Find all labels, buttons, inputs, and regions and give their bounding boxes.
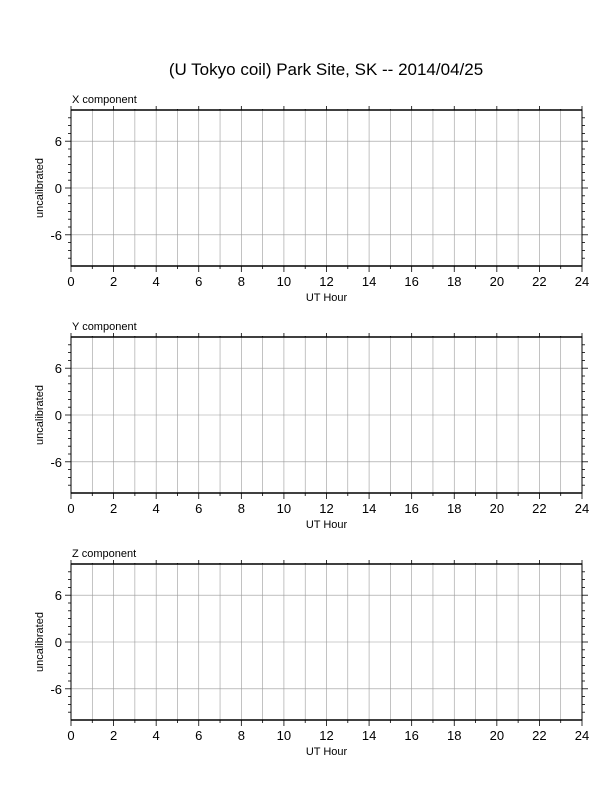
x-tick-label: 22: [532, 274, 547, 289]
panel-title: X component: [72, 94, 137, 106]
x-tick-label: 2: [109, 274, 118, 289]
x-tick-label: 22: [532, 501, 547, 516]
panel-2: [34, 321, 589, 531]
x-tick-label: 0: [67, 274, 75, 289]
x-tick-label: 20: [489, 728, 505, 743]
x-tick-label: 8: [237, 728, 245, 743]
panel-title: Z component: [72, 548, 137, 560]
panel-1: [34, 94, 589, 304]
x-tick-label: 14: [361, 501, 377, 516]
x-tick-label: 24: [574, 274, 590, 289]
x-tick-label: 12: [319, 501, 334, 516]
x-tick-label: 10: [276, 274, 292, 289]
x-tick-label: 12: [319, 274, 334, 289]
panel-title: Y component: [72, 321, 137, 333]
x-tick-label: 4: [152, 501, 160, 516]
y-tick-label: 0: [54, 635, 62, 650]
x-tick-label: 8: [237, 274, 245, 289]
y-tick-label: -6: [50, 454, 62, 470]
y-tick-label: -6: [50, 681, 62, 697]
x-tick-label: 4: [152, 728, 160, 743]
x-tick-label: 6: [195, 728, 203, 743]
x-axis-label: UT Hour: [305, 292, 348, 304]
x-tick-label: 10: [276, 728, 292, 743]
x-tick-label: 18: [447, 728, 462, 743]
y-tick-label: 0: [54, 408, 62, 423]
x-tick-label: 16: [404, 274, 419, 289]
x-tick-label: 16: [404, 501, 419, 516]
y-tick-label: 6: [54, 361, 62, 377]
y-tick-label: -6: [50, 227, 62, 243]
y-tick-label: 6: [54, 134, 62, 150]
x-axis-label: UT Hour: [305, 519, 348, 531]
x-tick-label: 18: [447, 501, 462, 516]
x-tick-label: 0: [67, 728, 75, 743]
x-tick-label: 0: [67, 501, 75, 516]
x-tick-label: 20: [489, 501, 505, 516]
y-tick-label: 0: [54, 181, 62, 196]
x-tick-label: 6: [195, 501, 203, 516]
y-axis-label: uncalibrated: [34, 612, 46, 672]
x-tick-label: 14: [361, 274, 377, 289]
x-tick-label: 6: [195, 274, 203, 289]
x-tick-label: 2: [109, 728, 118, 743]
x-axis-label: UT Hour: [305, 746, 348, 758]
x-tick-label: 14: [361, 728, 377, 743]
x-tick-label: 2: [109, 501, 118, 516]
x-tick-label: 22: [532, 728, 547, 743]
y-tick-label: 6: [54, 588, 62, 604]
y-axis-label: uncalibrated: [34, 385, 46, 445]
x-tick-label: 16: [404, 728, 419, 743]
panel-3: [34, 548, 589, 758]
page-title: (U Tokyo coil) Park Site, SK -- 2014/04/25: [168, 60, 484, 79]
x-tick-label: 10: [276, 501, 292, 516]
x-tick-label: 4: [152, 274, 160, 289]
x-tick-label: 20: [489, 274, 505, 289]
x-tick-label: 24: [574, 728, 590, 743]
x-tick-label: 24: [574, 501, 590, 516]
x-tick-label: 12: [319, 728, 334, 743]
x-tick-label: 8: [237, 501, 245, 516]
x-tick-label: 18: [447, 274, 462, 289]
y-axis-label: uncalibrated: [34, 158, 46, 218]
